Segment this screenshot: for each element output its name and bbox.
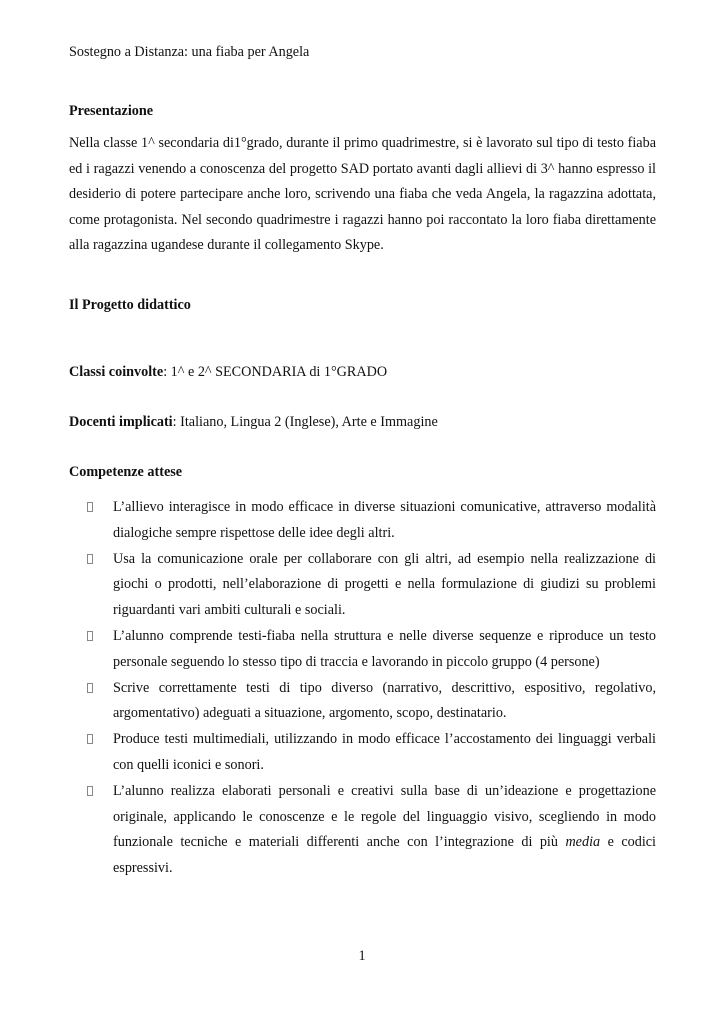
list-item-text-after: e codici espressivi. [113,834,656,877]
square-bullet-icon [87,631,93,641]
classi-coinvolte-value: : 1^ e 2^ SECONDARIA di 1°GRADO [163,364,388,380]
docenti-implicati-label: Docenti implicati [69,414,173,430]
square-bullet-icon [87,502,93,512]
square-bullet-icon [87,734,93,744]
list-item-text: L’allievo interagisce in modo efficace in diverse situazioni comunicative, attraverso modalità dialogiche sempre rispettose delle idee degli altri. [113,499,656,541]
document-title: Sostegno a Distanza: una fiaba per Angela [69,44,310,60]
square-bullet-icon [87,786,93,796]
list-item-text-before: L’alunno realizza elaborati personali e creativi sulla base di un’ideazione e progettazione originale, applicando le conoscenze e le regole del linguaggio visivo, scegliendo in modo funzionale tecniche e materiali differenti anche con l’integrazione di più [113,782,656,851]
list-item-emphasis: media [565,834,601,851]
docenti-implicati-value: : Italiano, Lingua 2 (Inglese), Arte e Immagine [172,414,438,430]
presentazione-paragraph: Nella classe 1^ secondaria di1°grado, durante il primo quadrimestre, si è lavorato sul tipo di testo fiaba ed i ragazzi venendo a conoscenza del progetto SAD portato avanti dagli allievi di 3^ hanno espresso il desiderio di potere partecipare anche loro, scrivendo una fiaba che veda Angela, la ragazzina adottata, come protagonista. Nel secondo quadrimestre i ragazzi hanno poi raccontato la loro fiaba direttamente alla ragazzina ugandese durante il collegamento Skype. [69,135,656,253]
list-item [69,495,656,547]
classi-coinvolte-line [69,362,387,382]
list-item [69,676,656,728]
list-item [69,624,656,676]
square-bullet-icon [87,683,93,693]
heading-competenze-attese: Competenze attese [69,464,183,480]
list-item [69,547,656,624]
page-number: 1 [358,948,366,964]
docenti-implicati-line [69,412,438,432]
heading-presentazione: Presentazione [69,103,154,119]
list-item-text: Produce testi multimediali, utilizzando in modo efficace l’accostamento dei linguaggi verbali con quelli iconici e sonori. [113,731,656,773]
square-bullet-icon [87,554,93,564]
classi-coinvolte-label: Classi coinvolte [69,364,164,380]
list-item [69,779,656,882]
heading-progetto-didattico: Il Progetto didattico [69,297,191,313]
list-item-text: Usa la comunicazione orale per collaborare con gli altri, ad esempio nella realizzazione di giochi o prodotti, nell’elaborazione di progetti e nella formulazione di giudizi su problemi riguardanti vari ambiti culturali e sociali. [113,550,656,619]
list-item-text: Scrive correttamente testi di tipo diverso (narrativo, descrittivo, espositivo, regolativo, argomentativo) adeguati a situazione, argomento, scopo, destinatario. [113,679,656,722]
list-item [69,727,656,779]
list-item-text: L’alunno comprende testi-fiaba nella struttura e nelle diverse sequenze e riproduce un testo personale seguendo lo stesso tipo di traccia e lavorando in piccolo gruppo (4 persone) [113,627,656,670]
competenze-list [69,495,656,882]
